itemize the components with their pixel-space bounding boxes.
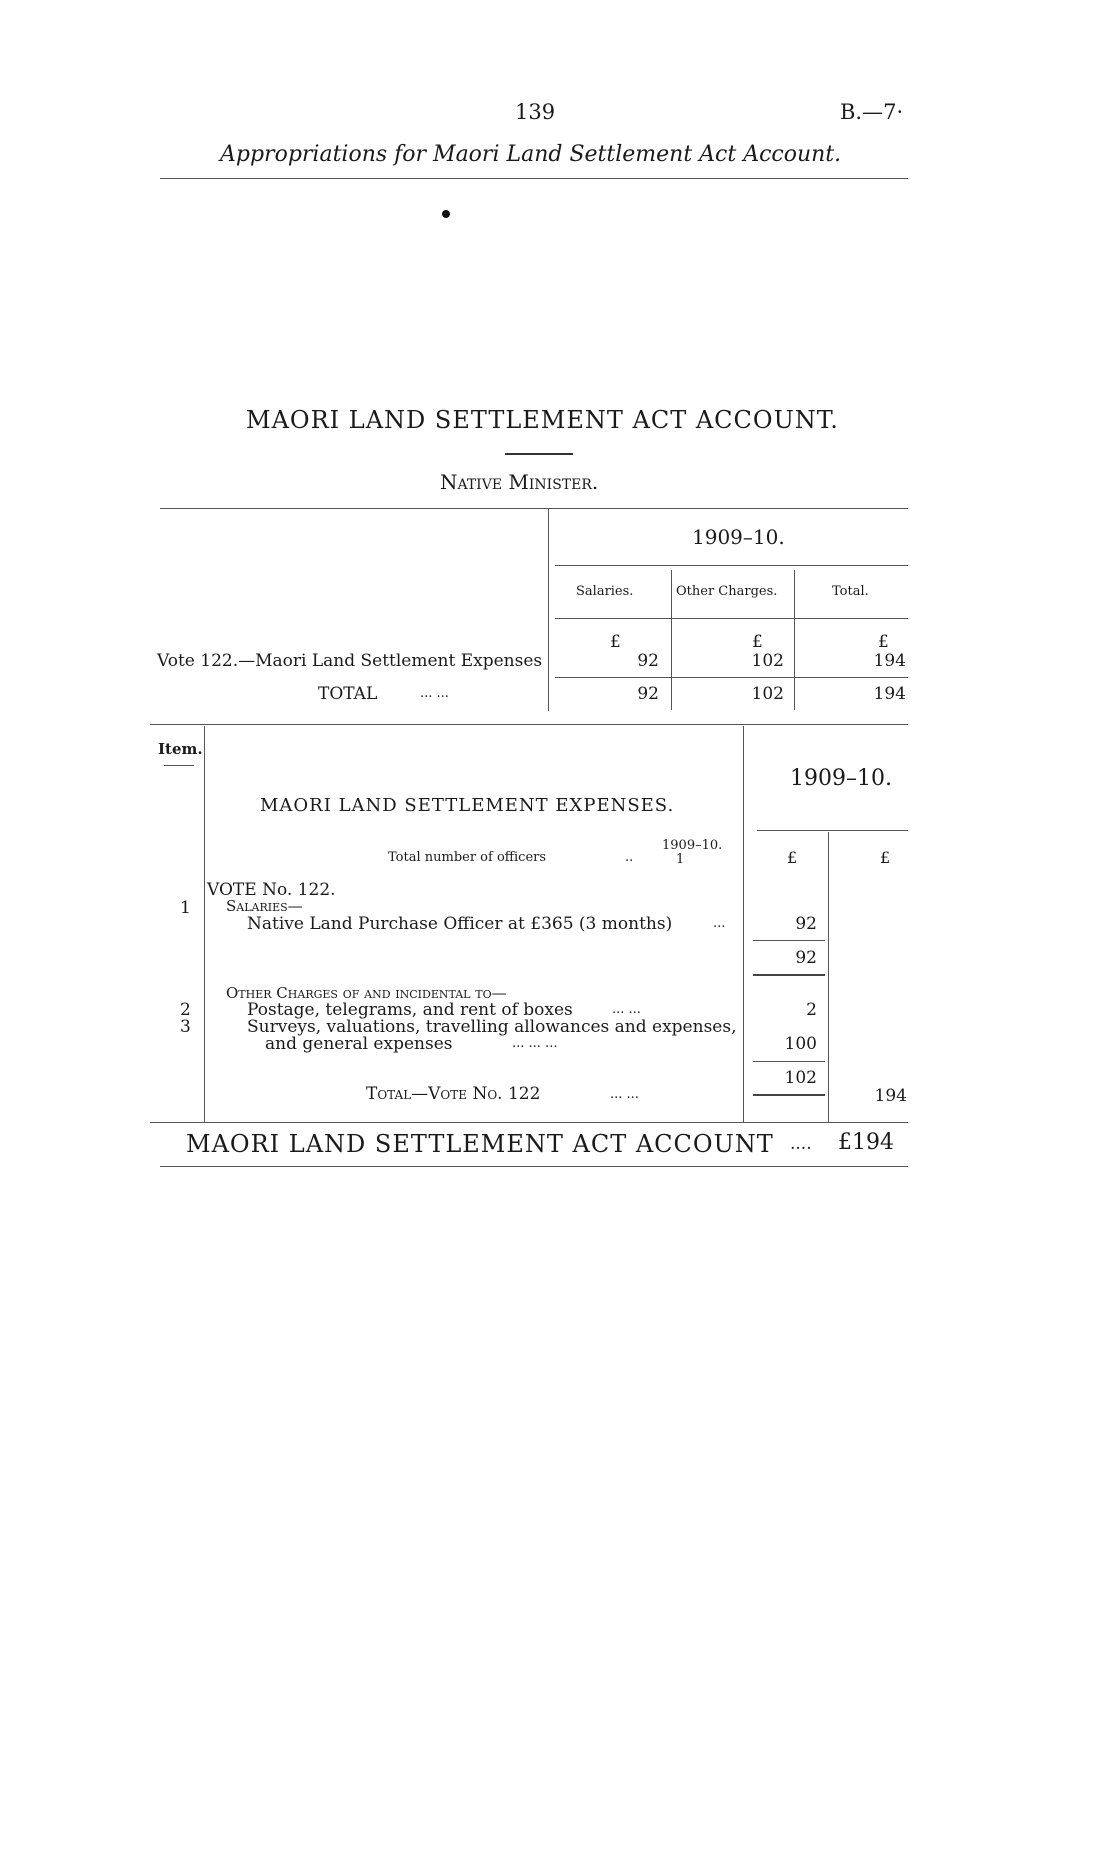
detail-year-rule	[757, 830, 908, 831]
item-header-rule	[164, 765, 194, 766]
footer-value: £194	[838, 1130, 894, 1155]
header-rule	[160, 178, 908, 179]
footer-leader: ....	[790, 1134, 812, 1154]
summary-vote-total: 194	[873, 651, 906, 671]
currency-symbol: £	[787, 848, 798, 867]
summary-total-leader: ... ...	[420, 686, 449, 701]
salaries-heading: Salaries—	[226, 897, 303, 915]
summary-year-rule	[555, 565, 908, 566]
officers-leader: ..	[625, 850, 634, 865]
summary-year: 1909–10.	[692, 525, 785, 549]
summary-total-total: 194	[873, 684, 906, 704]
salary-item-text: Native Land Purchase Officer at £365 (3 months)	[247, 914, 673, 934]
currency-symbol: £	[610, 632, 621, 652]
summary-vote-other: 102	[751, 651, 784, 671]
currency-symbol: £	[752, 632, 763, 652]
vote-total-value: 194	[874, 1086, 907, 1106]
detail-title: MAORI LAND SETTLEMENT EXPENSES.	[260, 795, 675, 816]
salary-item-value: 92	[795, 914, 817, 934]
salary-subtotal: 92	[795, 948, 817, 968]
vote-total-label: Total—Vote No. 122	[366, 1084, 541, 1104]
other-charges-heading: Other Charges of and incidental to—	[226, 984, 507, 1002]
summary-col-sep-2	[794, 570, 795, 710]
summary-col-other-charges: Other Charges.	[676, 584, 778, 599]
other-item-text: Surveys, valuations, travelling allowances and expenses,	[247, 1017, 737, 1037]
summary-col-total: Total.	[832, 584, 869, 599]
summary-total-label: TOTAL	[318, 684, 378, 704]
summary-table-top-rule	[160, 508, 908, 509]
detail-item-col-sep	[204, 726, 205, 1122]
summary-vote-label: Vote 122.—Maori Land Settlement Expenses	[157, 651, 543, 671]
other-item-continuation: and general expenses	[265, 1034, 453, 1054]
summary-vote-salaries: 92	[637, 651, 659, 671]
currency-symbol: £	[880, 848, 891, 867]
vote-total-leader: ... ...	[610, 1087, 639, 1102]
officers-label: Total number of officers	[388, 850, 547, 865]
other-subtotal-rule-2	[753, 1094, 825, 1096]
detail-table-top-rule	[150, 724, 908, 725]
other-item-value: 100	[784, 1034, 817, 1054]
summary-header-rule	[555, 618, 908, 619]
footer-label: MAORI LAND SETTLEMENT ACT ACCOUNT	[186, 1130, 774, 1158]
item-number: 2	[180, 1000, 191, 1020]
running-title: Appropriations for Maori Land Settlement Act Account.	[220, 142, 842, 167]
summary-total-rule	[555, 677, 908, 678]
summary-divider	[548, 508, 549, 711]
other-item-value: 2	[806, 1000, 817, 1020]
page-number: 139	[515, 100, 556, 124]
other-item-leader: ... ...	[612, 1002, 641, 1017]
salary-subtotal-rule-2	[753, 974, 825, 976]
detail-money-col-sep-2	[828, 832, 829, 1122]
other-subtotal: 102	[784, 1068, 817, 1088]
officers-year-label: 1909–10.	[662, 838, 723, 853]
summary-subtitle: Native Minister.	[440, 470, 599, 494]
salary-subtotal-rule	[753, 940, 825, 941]
vote-heading: VOTE No. 122.	[207, 880, 336, 900]
detail-table-bottom-rule	[150, 1122, 908, 1123]
summary-col-sep-1	[671, 570, 672, 710]
detail-year: 1909–10.	[790, 766, 892, 791]
document-reference: B.—7·	[840, 100, 904, 124]
footer-rule	[160, 1166, 908, 1167]
summary-col-salaries: Salaries.	[576, 584, 634, 599]
currency-symbol: £	[878, 632, 889, 652]
salary-item-leader: ...	[713, 916, 726, 931]
detail-money-col-sep	[743, 726, 744, 1122]
summary-title-rule	[505, 453, 573, 455]
other-item-text: Postage, telegrams, and rent of boxes	[247, 1000, 573, 1020]
item-number: 3	[180, 1017, 191, 1037]
summary-title: MAORI LAND SETTLEMENT ACT ACCOUNT.	[246, 406, 839, 434]
summary-total-salaries: 92	[637, 684, 659, 704]
item-number: 1	[180, 898, 191, 918]
other-item-leader: ... ... ...	[512, 1036, 558, 1051]
other-subtotal-rule	[753, 1061, 825, 1062]
officers-count: 1	[676, 852, 685, 867]
summary-total-other: 102	[751, 684, 784, 704]
ink-dot	[442, 210, 450, 218]
item-column-header: Item.	[158, 740, 203, 758]
